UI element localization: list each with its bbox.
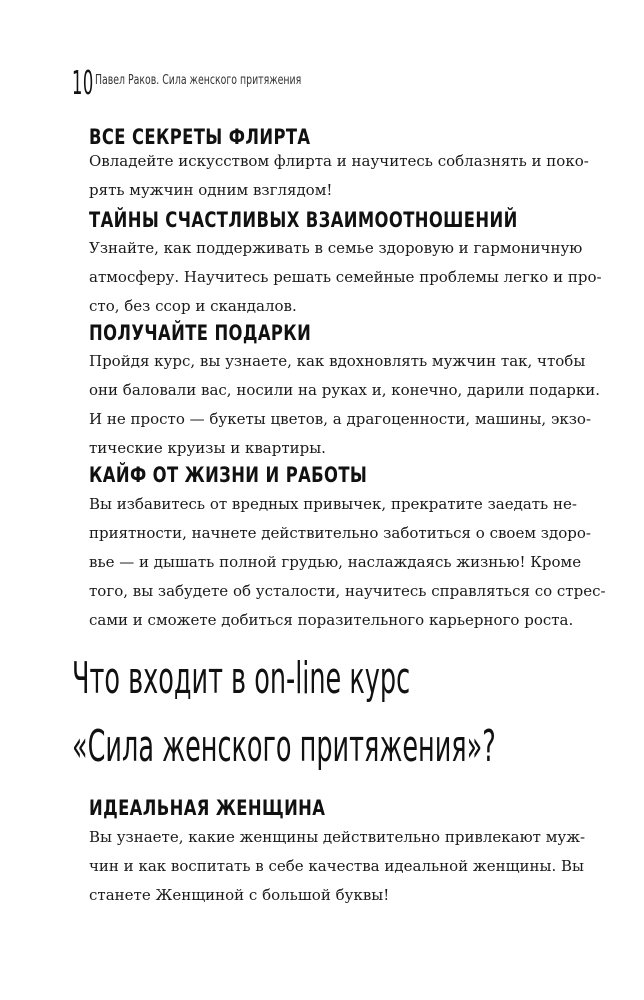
paragraph-receive-gifts — [89, 347, 601, 463]
paragraph-line: И не просто — букеты цветов, а драгоценности, машины, экзо- — [89, 410, 592, 428]
paragraph-happy-relationships — [89, 234, 602, 321]
paragraph-line: сто, без ссор и скандалов. — [89, 297, 297, 315]
paragraph-line: Вы избавитесь от вредных привычек, прекратите заедать не- — [89, 495, 577, 513]
heading-joy-of-life: КАЙФ ОТ ЖИЗНИ И РАБОТЫ — [89, 463, 368, 487]
paragraph-line: Узнайте, как поддерживать в семье здоровую и гармоничную — [89, 239, 583, 257]
heading-receive-gifts: ПОЛУЧАЙТЕ ПОДАРКИ — [89, 321, 312, 345]
paragraph-line: станете Женщиной с большой буквы! — [89, 886, 390, 904]
paragraph-line: сами и сможете добиться поразительного карьерного роста. — [89, 611, 574, 629]
paragraph-line: чин и как воспитать в себе качества идеальной женщины. Вы — [89, 857, 584, 875]
section-title-line-1: Что входит в on-line курс — [72, 653, 411, 704]
paragraph-line: приятности, начнете действительно заботиться о своем здоро- — [89, 524, 591, 542]
paragraph-line: тические круизы и квартиры. — [89, 439, 326, 457]
paragraph-line: Вы узнаете, какие женщины действительно привлекают муж- — [89, 828, 586, 846]
paragraph-line: Пройдя курс, вы узнаете, как вдохновлять мужчин так, чтобы — [89, 352, 586, 370]
heading-flirt-secrets: ВСЕ СЕКРЕТЫ ФЛИРТА — [89, 125, 311, 149]
page-number: 10 — [72, 63, 94, 102]
running-head: Павел Раков. Сила женского притяжения — [95, 73, 302, 88]
heading-happy-relationships: ТАЙНЫ СЧАСТЛИВЫХ ВЗАИМООТНОШЕНИЙ — [89, 208, 518, 232]
paragraph-joy-of-life — [89, 490, 606, 635]
paragraph-ideal-woman — [89, 823, 586, 910]
paragraph-line: Овладейте искусством флирта и научитесь соблазнять и поко- — [89, 152, 589, 170]
paragraph-line: атмосферу. Научитесь решать семейные проблемы легко и про- — [89, 268, 602, 286]
paragraph-line: того, вы забудете об усталости, научитесь справляться со стрес- — [89, 582, 606, 600]
paragraph-line: рять мужчин одним взглядом! — [89, 181, 333, 199]
paragraph-line: они баловали вас, носили на руках и, конечно, дарили подарки. — [89, 381, 601, 399]
paragraph-line: вье — и дышать полной грудью, наслаждаясь жизнью! Кроме — [89, 553, 582, 571]
heading-ideal-woman: ИДЕАЛЬНАЯ ЖЕНЩИНА — [89, 796, 326, 820]
paragraph-flirt-secrets — [89, 147, 589, 205]
section-title-line-2: «Сила женского притяжения»? — [72, 721, 496, 772]
